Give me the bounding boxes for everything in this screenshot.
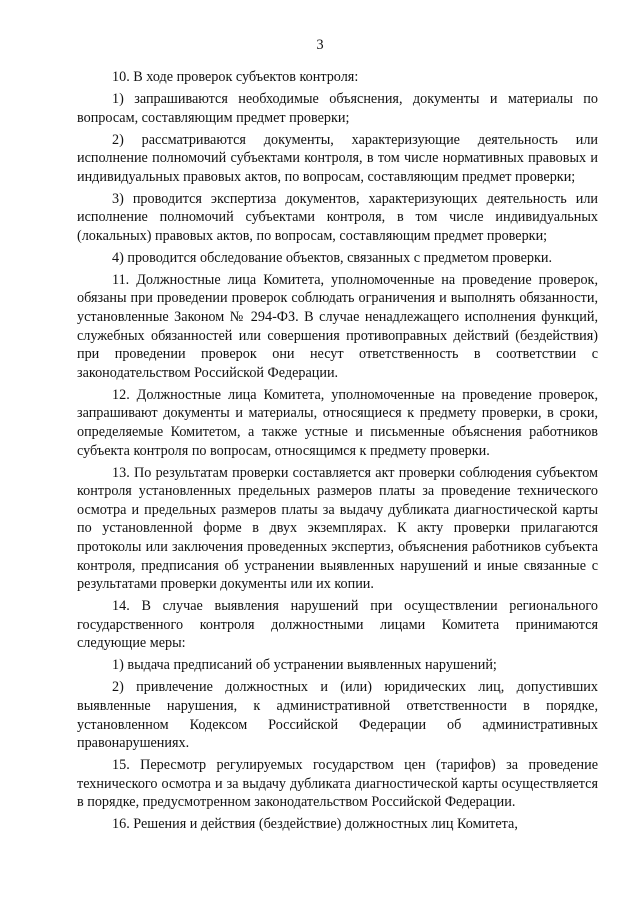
paragraph-10-item-4: 4) проводится обследование объектов, связанных с предметом проверки. [112,249,553,266]
paragraph-10-item-2: 2) рассматриваются документы, характеризующие деятельность или исполнение полномочий субъектами контроля, в том числе нормативных правовых и индивидуальных правовых актов, по вопросам, составляющим предмет проверки; [77,131,598,185]
paragraph-12: 12. Должностные лица Комитета, уполномоченные на проведение проверок, запрашивают документы и материалы, относящиеся к предмету проверки, в сроки, определяемые Комитетом, а также устные и письменные объяснения работников субъекта контроля по вопросам, относящимся к предмету проверки. [77,386,598,459]
paragraph-11: 11. Должностные лица Комитета, уполномоченные на проведение проверок, обязаны при проведении проверок соблюдать ограничения и выполнять обязанности, установленные Законом № 294-ФЗ. В случае ненадлежащего исполнения функций, служебных обязанностей или совершения противоправных действий (бездействия) при проведении проверок они несут ответственность в соответствии с законодательством Российской Федерации. [77,271,598,381]
paragraph-14-item-1: 1) выдача предписаний об устранении выявленных нарушений; [112,657,497,674]
paragraph-13: 13. По результатам проверки составляется акт проверки соблюдения субъектом контроля установленных предельных размеров платы за проведение технического осмотра и предельных размеров платы за выдачу дубликата диагностической карты по установленной форме в двух экземплярах. К акту проверки прилагаются протоколы или заключения проведенных экспертиз, объяснения работников субъекта контроля, предписания об устранении выявленных нарушений и иные связанные с результатами проверки документы или их копии. [77,464,598,593]
paragraph-14: 14. В случае выявления нарушений при осуществлении регионального государственного контроля должностными лицами Комитета принимаются следующие меры: [77,598,598,652]
page-number: 3 [316,37,324,53]
paragraph-14-item-2: 2) привлечение должностных и (или) юридических лиц, допустивших выявленные нарушения, к административной ответственности в порядке, установленном Кодексом Российской Федерации об административных правонарушениях. [77,679,598,752]
document-body [77,68,598,837]
paragraph-10: 10. В ходе проверок субъектов контроля: [112,69,359,85]
paragraph-10-item-3: 3) проводится экспертиза документов, характеризующих деятельность или исполнение полномочий субъектами контроля, в том числе индивидуальных (локальных) правовых актов, по вопросам, составляющим предмет проверки; [77,190,598,244]
paragraph-16: 16. Решения и действия (бездействие) должностных лиц Комитета, [112,816,518,833]
paragraph-15: 15. Пересмотр регулируемых государством цен (тарифов) за проведение технического осмотра и за выдачу дубликата диагностической карты осуществляется в порядке, предусмотренном законодательством Российской Федерации. [77,757,598,811]
paragraph-10-item-1: 1) запрашиваются необходимые объяснения, документы и материалы по вопросам, составляющим предмет проверки; [77,90,598,126]
